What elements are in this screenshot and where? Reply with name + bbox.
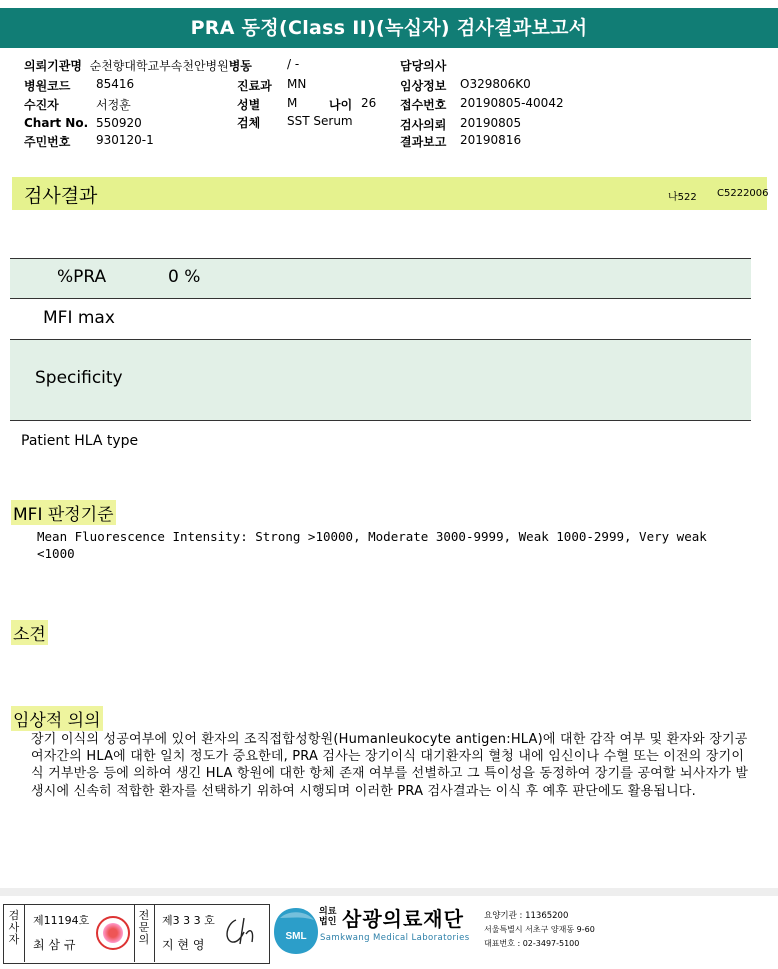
license-number: 요양기관 : 11365200 [484, 911, 569, 921]
clinical-label: 임상정보 [400, 79, 447, 93]
chart-value: 550920 [96, 116, 142, 130]
hospital-label: 의뢰기관명 [24, 59, 82, 73]
org-name: 삼광의료재단 [342, 907, 464, 931]
specialist-signature [222, 914, 264, 950]
code-label: 병원코드 [24, 79, 71, 93]
doctor-label: 담당의사 [400, 59, 447, 73]
significance-title: 임상적 의의 [11, 706, 103, 731]
opinion-title: 소견 [11, 620, 48, 645]
sml-logo-icon [272, 906, 320, 956]
specialist-label: 전문의 [138, 909, 150, 946]
mfi-row [10, 299, 751, 340]
significance-text: 장기 이식의 성공여부에 있어 환자의 조직접합성항원(Humanleukocyte antigen:HLA)에 대한 감작 여부 및 환자와 장기공여자간의 HLA에 대한 일치 정도가 중요한데, PRA 검사는 장기이식 대기환자의 혈청 내에 임신이나 수혈 또는 이전의 장기이식 거부반응 등에 의하여 생긴 HLA 항원에 대한 항체 존재 여부를 선별하고 그 특이성을 동정하여 장기를 공여할 뇌사자가 발생시에 신속히 적합한 환자를 선택하기 위하여 시행되며 이러한 PRA 검사결과는 이식 후 예후 판단에도 활용됩니다. [31, 732, 749, 799]
pra-label: %PRA [57, 267, 107, 287]
specificity-row [10, 340, 751, 421]
report-title: PRA 동정(Class II)(녹십자) 검사결과보고서 [0, 8, 778, 48]
mfi-criteria-text: Mean Fluorescence Intensity: Strong >10000, Moderate 3000-9999, Weak 1000-2999, Very weak <1000 [37, 529, 707, 561]
footer-separator [0, 888, 778, 896]
specimen-label: 검체 [237, 116, 261, 130]
pra-value: 0 % [168, 267, 201, 287]
org-address: 서울특별시 서초구 양재동 9-60 [484, 925, 595, 934]
results-band [12, 177, 767, 210]
hospital-value: 순천향대학교부속천안병원 [89, 59, 229, 73]
code-value: 85416 [96, 77, 135, 91]
id-value: 930120-1 [96, 133, 154, 147]
clinical-value: O329806K0 [460, 77, 531, 91]
chart-label: Chart No. [24, 116, 89, 130]
specialist-license: 제3 3 3 호 [162, 914, 215, 927]
dept-value: MN [287, 77, 307, 91]
specimen-value: SST Serum [287, 114, 353, 128]
ward-value: / - [287, 57, 300, 71]
request-value: 20190805 [460, 116, 522, 130]
tester-seal [96, 916, 130, 950]
report-label: 결과보고 [400, 135, 447, 149]
age-value: 26 [361, 96, 377, 110]
pra-row [10, 259, 751, 299]
mfi-criteria-title: MFI 판정기준 [11, 500, 116, 525]
tester-label: 검사자 [8, 909, 20, 946]
signature-divider-3 [154, 905, 155, 962]
signature-divider-2 [134, 905, 135, 962]
result-code-1: 나522 [668, 192, 697, 203]
hla-label: Patient HLA type [21, 433, 139, 449]
logo-text: SML [285, 931, 307, 942]
receipt-value: 20190805-40042 [460, 96, 564, 110]
specialist-name: 지 현 영 [162, 938, 205, 952]
signature-divider-1 [24, 905, 25, 962]
patient-label: 수진자 [24, 98, 59, 112]
specificity-label: Specificity [35, 368, 123, 388]
tester-name: 최 삼 규 [33, 938, 76, 952]
hospital-row [24, 57, 252, 74]
report-value: 20190816 [460, 133, 522, 147]
org-english: Samkwang Medical Laboratories [320, 933, 470, 943]
result-code-2: C5222006 [717, 188, 769, 199]
sex-value: M [287, 96, 298, 110]
footer [0, 902, 778, 969]
ward-label: 병동 [228, 59, 252, 73]
sex-label: 성별 [237, 98, 261, 112]
mfi-label: MFI max [43, 308, 115, 328]
tester-license: 제11194호 [33, 914, 90, 927]
id-label: 주민번호 [24, 135, 71, 149]
org-phone: 대표번호 : 02-3497-5100 [484, 939, 580, 948]
patient-value: 서정훈 [96, 98, 131, 112]
dept-label: 진료과 [237, 79, 272, 93]
age-label: 나이 [329, 98, 353, 112]
results-title: 검사결과 [24, 185, 98, 207]
request-label: 검사의뢰 [400, 118, 447, 132]
org-prefix: 의료법인 [319, 907, 337, 927]
receipt-label: 접수번호 [400, 98, 447, 112]
